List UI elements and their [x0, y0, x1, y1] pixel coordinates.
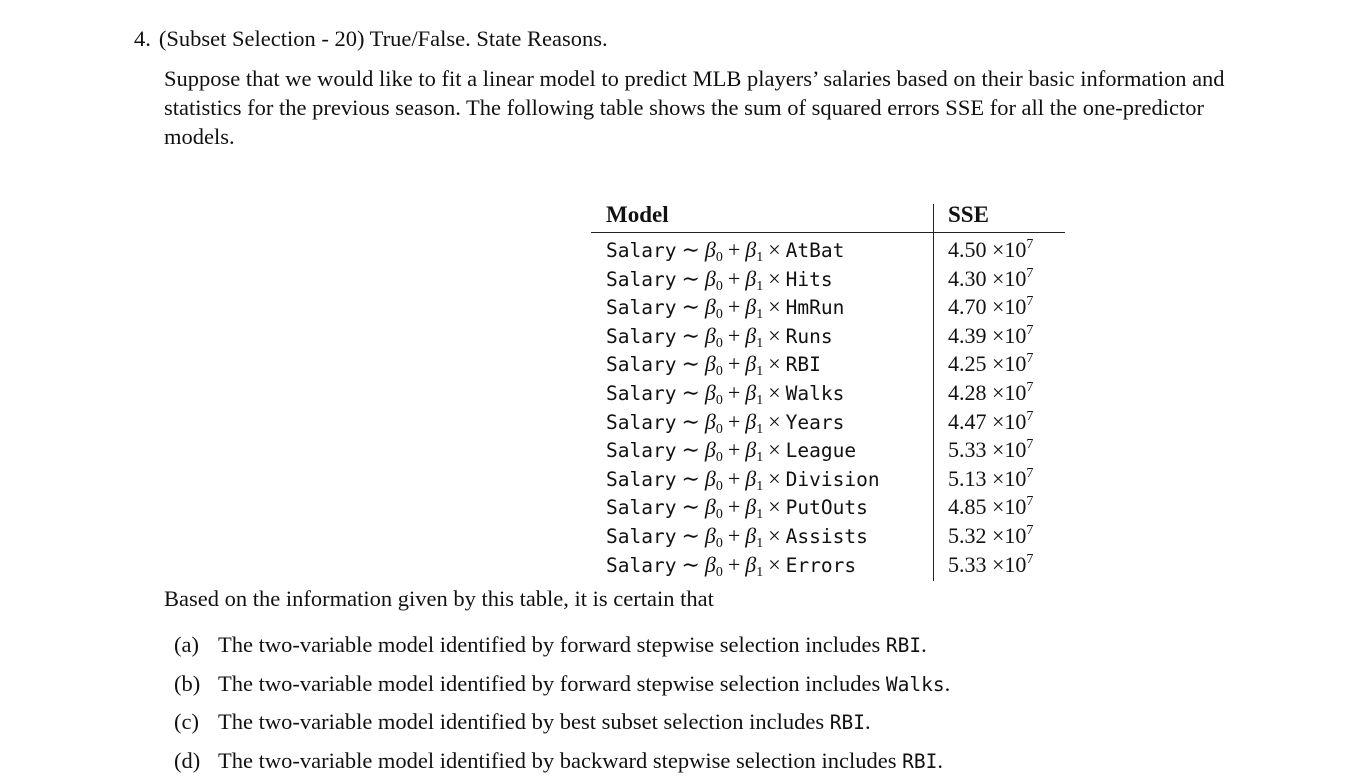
times-symbol: ×: [768, 351, 781, 377]
table-row: [591, 236, 1065, 265]
sse-value: [948, 465, 1033, 494]
predictor-name: Walks: [785, 381, 845, 405]
sse-multiplier: ×10: [992, 494, 1027, 520]
option-label: (a): [174, 632, 199, 657]
tilde-symbol: ∼: [681, 551, 700, 577]
subscript-1: 1: [756, 421, 764, 437]
table-row: [591, 293, 1065, 322]
sse-value: [948, 293, 1033, 322]
predictor-name: RBI: [785, 353, 821, 377]
subscript-0: 0: [715, 478, 723, 494]
subscript-1: 1: [756, 250, 764, 265]
response-variable: Salary: [606, 496, 677, 520]
model-formula: [606, 322, 833, 352]
table-row: [591, 465, 1065, 494]
option-variable: Walks: [885, 672, 945, 696]
plus-symbol: +: [727, 408, 741, 434]
beta-1: $\beta_1$: [745, 551, 764, 580]
beta-0: $\beta_0$: [704, 494, 723, 523]
response-variable: Salary: [606, 324, 677, 348]
beta-0: $\beta_0$: [704, 379, 723, 408]
response-variable: Salary: [606, 524, 677, 548]
subscript-0: 0: [715, 421, 723, 437]
question-block: [134, 24, 1254, 773]
tilde-symbol: ∼: [681, 437, 700, 463]
option-label: (d): [174, 747, 201, 773]
answer-options: [174, 630, 950, 784]
times-symbol: ×: [768, 379, 781, 405]
tilde-symbol: ∼: [681, 379, 700, 405]
beta-1: $\beta_1$: [745, 437, 764, 466]
plus-symbol: +: [727, 322, 741, 348]
sse-mantissa: 4.25: [948, 351, 987, 377]
subscript-1: 1: [756, 564, 764, 580]
beta-0: $\beta_0$: [704, 351, 723, 380]
subscript-1: 1: [756, 535, 764, 551]
sse-mantissa: 4.47: [948, 408, 987, 434]
predictor-name: PutOuts: [785, 496, 868, 520]
sse-exponent: 7: [1026, 437, 1034, 453]
model-formula: [606, 493, 868, 523]
sse-exponent: 7: [1026, 522, 1034, 538]
subscript-0: 0: [715, 250, 723, 265]
plus-symbol: +: [727, 494, 741, 520]
sse-multiplier: ×10: [992, 322, 1027, 348]
predictor-name: HmRun: [785, 296, 845, 320]
option-label: (b): [174, 670, 201, 696]
table-row: [591, 379, 1065, 408]
subscript-0: 0: [715, 507, 723, 523]
times-symbol: ×: [768, 237, 781, 262]
option-label: (c): [174, 709, 199, 735]
subscript-0: 0: [715, 535, 723, 551]
table-header-model: Model: [606, 202, 669, 227]
response-variable: Salary: [606, 467, 677, 491]
response-variable: Salary: [606, 439, 677, 463]
predictor-name: Assists: [785, 524, 868, 548]
beta-1: $\beta_1$: [745, 494, 764, 523]
predictor-name: League: [785, 439, 857, 463]
plus-symbol: +: [727, 551, 741, 577]
times-symbol: ×: [768, 265, 781, 291]
sse-exponent: 7: [1026, 322, 1034, 338]
sse-multiplier: ×10: [992, 408, 1027, 434]
beta-0: $\beta_0$: [704, 322, 723, 351]
option-period: .: [921, 632, 927, 657]
sse-multiplier: ×10: [992, 351, 1027, 377]
sse-value: [948, 322, 1033, 351]
predictor-name: Runs: [785, 324, 833, 348]
predictor-name: AtBat: [785, 239, 845, 262]
response-variable: Salary: [606, 296, 677, 320]
option-text: The two-variable model identified by forward stepwise selection includes: [218, 632, 886, 657]
question-prompt: Based on the information given by this table, it is certain that: [164, 586, 714, 611]
sse-value: [948, 551, 1033, 580]
sse-exponent: 7: [1026, 237, 1034, 252]
sse-value: [948, 493, 1033, 522]
plus-symbol: +: [727, 351, 741, 377]
table-row: [591, 265, 1065, 294]
response-variable: Salary: [606, 239, 677, 262]
option-period: .: [864, 709, 871, 735]
plus-symbol: +: [727, 379, 741, 405]
model-formula: [606, 265, 833, 295]
option-text: The two-variable model identified by backward stepwise selection includes: [218, 747, 903, 773]
times-symbol: ×: [768, 294, 781, 320]
predictor-name: Hits: [785, 267, 833, 291]
response-variable: Salary: [606, 353, 677, 377]
sse-mantissa: 5.32: [948, 522, 987, 548]
sse-exponent: 7: [1026, 351, 1034, 367]
response-variable: Salary: [606, 267, 677, 291]
beta-0: $\beta_0$: [704, 522, 723, 551]
beta-1: $\beta_1$: [745, 237, 764, 265]
tilde-symbol: ∼: [681, 494, 700, 520]
sse-exponent: 7: [1026, 494, 1034, 510]
sse-multiplier: ×10: [992, 294, 1027, 320]
table-header-sse: SSE: [948, 202, 989, 227]
answer-option: [174, 669, 950, 708]
subscript-1: 1: [756, 478, 764, 494]
table-row: [591, 493, 1065, 522]
option-period: .: [944, 670, 951, 696]
option-variable: RBI: [885, 634, 922, 657]
answer-option: [174, 707, 950, 746]
sse-mantissa: 4.70: [948, 294, 987, 320]
model-formula: [606, 379, 844, 409]
beta-1: $\beta_1$: [745, 265, 764, 294]
plus-symbol: +: [727, 437, 741, 463]
predictor-name: Division: [785, 467, 880, 491]
sse-exponent: 7: [1026, 265, 1034, 281]
sse-value: [948, 236, 1033, 265]
sse-mantissa: 4.39: [948, 322, 987, 348]
model-formula: [606, 350, 821, 380]
sse-exponent: 7: [1026, 551, 1034, 567]
table-row: [591, 436, 1065, 465]
beta-1: $\beta_1$: [745, 351, 764, 380]
tilde-symbol: ∼: [681, 465, 700, 491]
question-number: 4.: [134, 26, 151, 51]
table-row: [591, 322, 1065, 351]
sse-multiplier: ×10: [992, 379, 1027, 405]
answer-option: [174, 746, 950, 784]
sse-value: [948, 522, 1033, 551]
option-period: .: [937, 747, 944, 773]
beta-0: $\beta_0$: [704, 437, 723, 466]
sse-mantissa: 4.28: [948, 379, 987, 405]
subscript-0: 0: [715, 335, 723, 351]
response-variable: Salary: [606, 381, 677, 405]
option-variable: RBI: [902, 749, 938, 773]
model-formula: [606, 408, 844, 438]
subscript-1: 1: [756, 507, 764, 523]
tilde-symbol: ∼: [681, 294, 700, 320]
subscript-1: 1: [756, 450, 764, 466]
times-symbol: ×: [768, 522, 781, 548]
times-symbol: ×: [768, 551, 781, 577]
sse-exponent: 7: [1026, 379, 1034, 395]
table-row: [591, 551, 1065, 580]
tilde-symbol: ∼: [681, 408, 700, 434]
sse-value: [948, 379, 1033, 408]
tilde-symbol: ∼: [681, 265, 700, 291]
plus-symbol: +: [727, 237, 741, 262]
sse-exponent: 7: [1026, 294, 1034, 310]
beta-0: $\beta_0$: [704, 551, 723, 580]
sse-exponent: 7: [1026, 408, 1034, 424]
beta-0: $\beta_0$: [704, 408, 723, 437]
sse-mantissa: 4.30: [948, 265, 987, 291]
subscript-0: 0: [715, 278, 723, 294]
sse-value: [948, 436, 1033, 465]
sse-mantissa: 5.33: [948, 437, 987, 463]
times-symbol: ×: [768, 322, 781, 348]
subscript-0: 0: [715, 392, 723, 408]
sse-value: [948, 265, 1033, 294]
beta-0: $\beta_0$: [704, 294, 723, 323]
sse-multiplier: ×10: [992, 551, 1027, 577]
model-formula: [606, 236, 844, 266]
model-formula: [606, 551, 856, 581]
answer-option: [174, 630, 950, 669]
question-heading: [134, 24, 1254, 53]
sse-multiplier: ×10: [992, 437, 1027, 463]
subscript-1: 1: [756, 307, 764, 323]
beta-1: $\beta_1$: [745, 322, 764, 351]
times-symbol: ×: [768, 465, 781, 491]
sse-multiplier: ×10: [992, 522, 1027, 548]
table-row: [591, 350, 1065, 379]
subscript-1: 1: [756, 335, 764, 351]
beta-1: $\beta_1$: [745, 465, 764, 494]
times-symbol: ×: [768, 437, 781, 463]
option-text: The two-variable model identified by best subset selection includes: [218, 709, 830, 735]
subscript-1: 1: [756, 278, 764, 294]
response-variable: Salary: [606, 553, 677, 577]
model-formula: [606, 293, 844, 323]
times-symbol: ×: [768, 408, 781, 434]
plus-symbol: +: [727, 522, 741, 548]
subscript-1: 1: [756, 392, 764, 408]
sse-exponent: 7: [1026, 465, 1034, 481]
beta-1: $\beta_1$: [745, 294, 764, 323]
beta-1: $\beta_1$: [745, 379, 764, 408]
sse-value: [948, 408, 1033, 437]
tilde-symbol: ∼: [681, 237, 700, 262]
table-body: [591, 236, 1065, 579]
sse-mantissa: 4.85: [948, 494, 987, 520]
question-title: (Subset Selection - 20) True/False. State Reasons.: [158, 26, 608, 51]
plus-symbol: +: [727, 465, 741, 491]
times-symbol: ×: [768, 494, 781, 520]
tilde-symbol: ∼: [681, 322, 700, 348]
option-text: The two-variable model identified by forward stepwise selection includes: [218, 670, 886, 696]
plus-symbol: +: [727, 265, 741, 291]
sse-mantissa: 4.50: [948, 237, 987, 262]
sse-mantissa: 5.33: [948, 551, 987, 577]
beta-0: $\beta_0$: [704, 237, 723, 265]
sse-multiplier: ×10: [992, 265, 1027, 291]
model-formula: [606, 436, 856, 466]
tilde-symbol: ∼: [681, 522, 700, 548]
subscript-0: 0: [715, 364, 723, 380]
beta-0: $\beta_0$: [704, 265, 723, 294]
beta-1: $\beta_1$: [745, 522, 764, 551]
table-row: [591, 522, 1065, 551]
sse-multiplier: ×10: [992, 465, 1027, 491]
response-variable: Salary: [606, 410, 677, 434]
option-variable: RBI: [829, 711, 865, 735]
subscript-0: 0: [715, 450, 723, 466]
plus-symbol: +: [727, 294, 741, 320]
sse-multiplier: ×10: [992, 237, 1027, 262]
question-intro: Suppose that we would like to fit a linear model to predict MLB players’ salaries based on their basic information and statistics for the previous season. The following table shows the sum of squared errors SSE for all the one-predictor models.: [164, 66, 1225, 149]
beta-1: $\beta_1$: [745, 408, 764, 437]
sse-value: [948, 350, 1033, 379]
table-header-rule: [591, 232, 1065, 233]
model-formula: [606, 522, 868, 552]
subscript-0: 0: [715, 564, 723, 580]
tilde-symbol: ∼: [681, 351, 700, 377]
subscript-1: 1: [756, 364, 764, 380]
predictor-name: Errors: [785, 553, 857, 577]
sse-table: [591, 200, 1067, 582]
beta-0: $\beta_0$: [704, 465, 723, 494]
model-formula: [606, 465, 880, 495]
predictor-name: Years: [785, 410, 845, 434]
subscript-0: 0: [715, 307, 723, 323]
table-row: [591, 408, 1065, 437]
sse-mantissa: 5.13: [948, 465, 987, 491]
